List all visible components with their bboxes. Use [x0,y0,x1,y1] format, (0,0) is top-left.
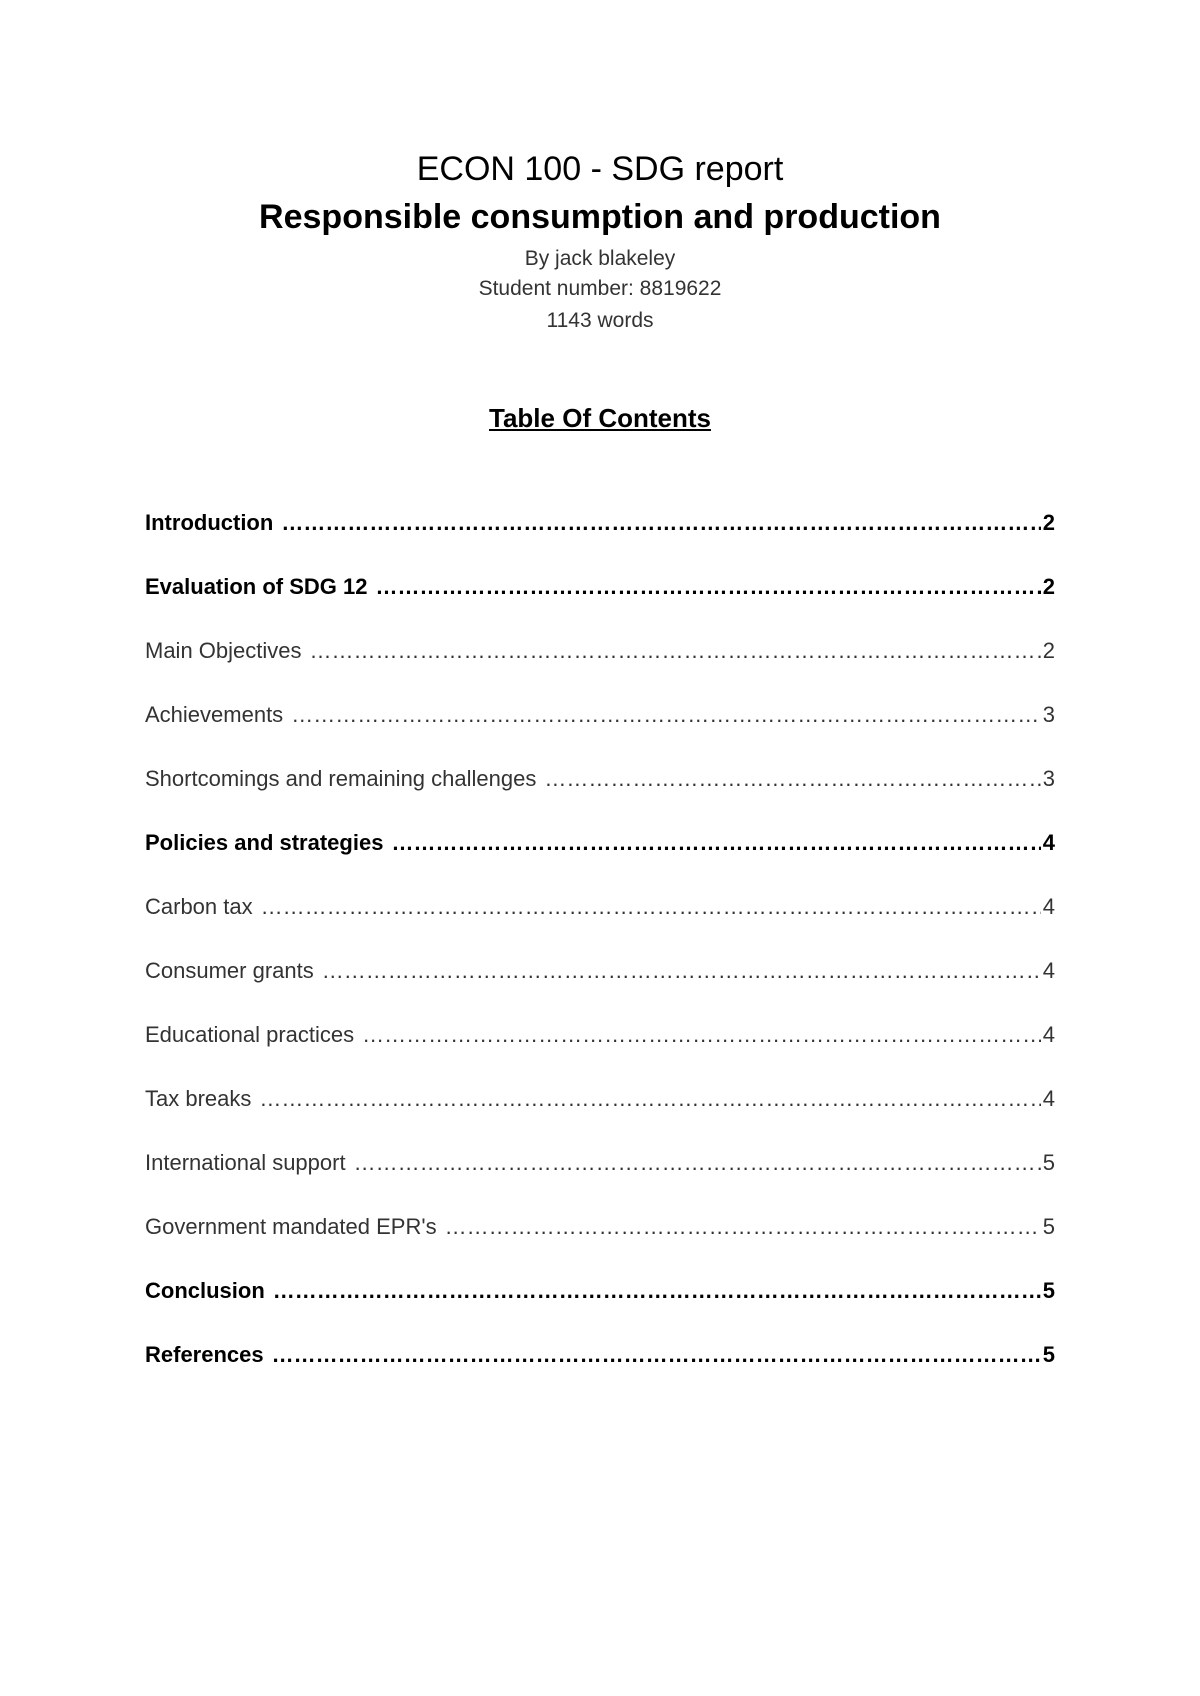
toc-entry-page: 4 [1042,1022,1055,1047]
student-number-line: Student number: 8819622 [478,277,722,300]
toc-list [145,508,1055,1404]
toc-entry-label: Tax breaks [145,1086,252,1111]
toc-entry-page: 2 [1042,638,1055,663]
toc-entry[interactable] [145,1340,1055,1404]
toc-leader-dots [445,1212,1041,1242]
toc-entry[interactable] [145,764,1055,828]
toc-entry-page: 3 [1042,702,1055,727]
toc-leader-dots [544,764,1040,794]
toc-entry-label: Policies and strategies [145,830,384,855]
toc-entry[interactable] [145,700,1055,764]
toc-entry[interactable] [145,1276,1055,1340]
word-count-line: 1143 words [546,309,654,332]
toc-entry[interactable] [145,956,1055,1020]
toc-entry-page: 2 [1042,510,1055,535]
document-subtitle: Responsible consumption and production [259,198,941,236]
toc-entry[interactable] [145,1212,1055,1276]
toc-leader-dots [376,572,1041,602]
toc-entry-page: 4 [1042,958,1055,983]
toc-entry[interactable] [145,572,1055,636]
toc-leader-dots [362,1020,1041,1050]
toc-leader-dots [310,636,1041,666]
toc-entry-page: 4 [1042,894,1055,919]
toc-entry[interactable] [145,828,1055,892]
toc-entry[interactable] [145,636,1055,700]
toc-entry-page: 5 [1042,1278,1055,1303]
toc-leader-dots [272,1340,1041,1370]
toc-leader-dots [273,1276,1041,1306]
toc-entry-label: Main Objectives [145,638,302,663]
toc-entry[interactable] [145,892,1055,956]
toc-entry-label: Carbon tax [145,894,253,919]
toc-leader-dots [261,892,1041,922]
toc-entry-page: 4 [1042,830,1055,855]
toc-entry-label: Shortcomings and remaining challenges [145,766,537,791]
toc-entry-label: Educational practices [145,1022,355,1047]
toc-entry-label: References [145,1342,264,1367]
toc-leader-dots [259,1084,1040,1114]
toc-entry[interactable] [145,1148,1055,1212]
author-line: By jack blakeley [524,247,676,270]
toc-entry-page: 3 [1042,766,1055,791]
toc-entry[interactable] [145,1020,1055,1084]
toc-entry-label: Introduction [145,510,274,535]
toc-entry-label: Consumer grants [145,958,314,983]
toc-entry-label: Evaluation of SDG 12 [145,574,368,599]
toc-entry-label: Achievements [145,702,284,727]
toc-leader-dots [354,1148,1041,1178]
toc-entry-page: 4 [1042,1086,1055,1111]
toc-heading: Table Of Contents [489,403,711,433]
toc-leader-dots [291,700,1041,730]
document-title: ECON 100 - SDG report [416,150,784,188]
toc-entry[interactable] [145,1084,1055,1148]
toc-leader-dots [322,956,1041,986]
toc-entry-page: 5 [1042,1342,1055,1367]
toc-entry-page: 5 [1042,1150,1055,1175]
toc-entry-page: 2 [1042,574,1055,599]
toc-leader-dots [391,828,1040,858]
toc-entry-label: Conclusion [145,1278,265,1303]
toc-entry-label: International support [145,1150,346,1175]
toc-entry-page: 5 [1042,1214,1055,1239]
toc-leader-dots [281,508,1040,538]
toc-entry-label: Government mandated EPR's [145,1214,437,1239]
toc-entry[interactable] [145,508,1055,572]
